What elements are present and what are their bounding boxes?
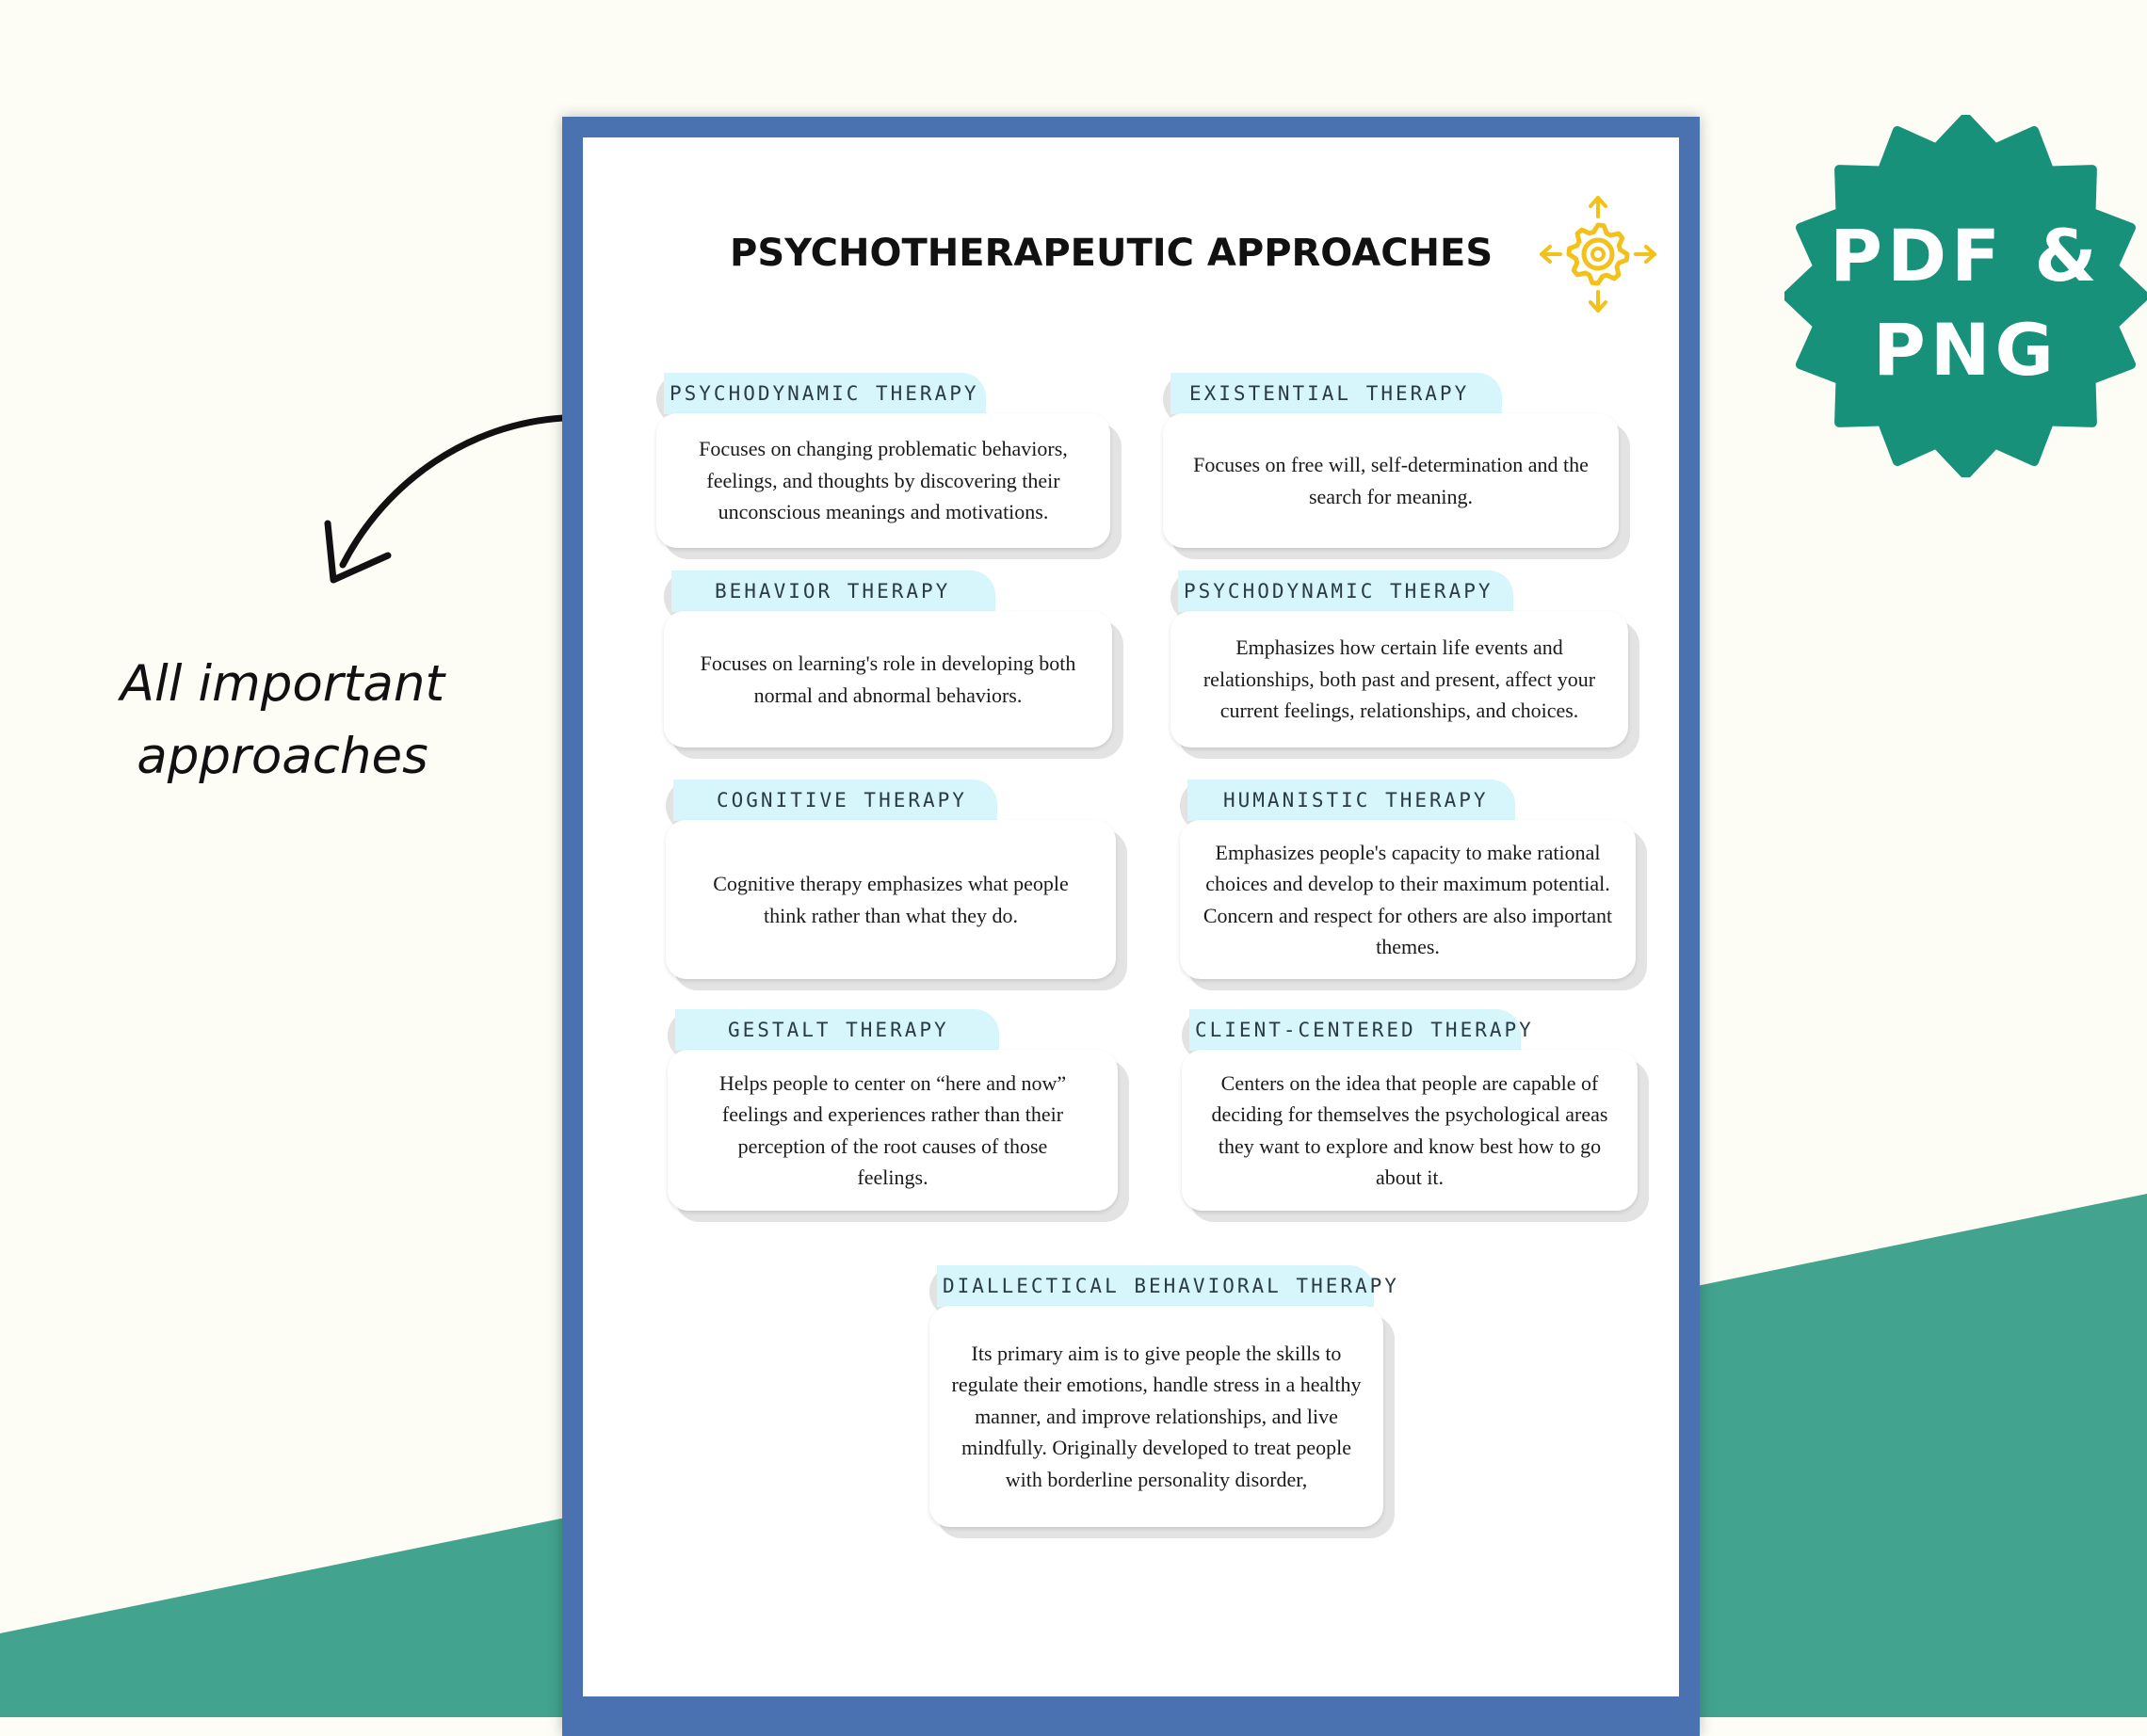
therapy-label: PSYCHODYNAMIC THERAPY xyxy=(1178,571,1513,612)
worksheet-page xyxy=(562,117,1700,1736)
therapy-card-psychodynamic-2 xyxy=(1170,571,1639,759)
gear-outline xyxy=(1569,225,1627,283)
therapy-description: Its primary aim is to give people the skills to regulate their emotions, handle stress in a healthy manner, and improve relationships, and live mindfully. Originally developed to treat people with borderline personality disorder, xyxy=(929,1306,1383,1527)
therapy-description: Focuses on free will, self-determination and the search for meaning. xyxy=(1163,413,1619,548)
gear-with-arrows-icon xyxy=(1536,192,1660,316)
therapy-card-gestalt xyxy=(668,1009,1129,1222)
therapy-card-behavior xyxy=(664,571,1123,759)
therapy-label: PSYCHODYNAMIC THERAPY xyxy=(664,373,986,414)
therapy-description: Emphasizes people's capacity to make rational choices and develop to their maximum potential. Concern and respect for others are also important themes. xyxy=(1180,820,1636,979)
therapy-label: GESTALT THERAPY xyxy=(675,1009,999,1051)
page-title: PSYCHOTHERAPEUTIC APPROACHES xyxy=(730,232,1493,275)
side-caption-line-1: All important xyxy=(120,655,445,713)
therapy-description: Cognitive therapy emphasizes what people think rather than what they do. xyxy=(666,820,1116,979)
therapy-description: Centers on the idea that people are capable of deciding for themselves the psychological areas they want to explore and know best how to go about it. xyxy=(1182,1050,1638,1211)
side-caption xyxy=(56,648,508,793)
gear-hub xyxy=(1592,249,1604,260)
therapy-description: Helps people to center on “here and now” feelings and experiences rather than their perception of the root causes of those feelings. xyxy=(668,1050,1118,1211)
gear-ring xyxy=(1584,240,1612,268)
therapy-label: COGNITIVE THERAPY xyxy=(673,780,997,821)
badge-line-1: PDF & xyxy=(1830,214,2102,297)
therapy-description: Emphasizes how certain life events and relationships, both past and present, affect your current feelings, relationships, and choices. xyxy=(1170,611,1628,747)
therapy-label: EXISTENTIAL THERAPY xyxy=(1170,373,1502,414)
badge-line-2: PNG xyxy=(1873,308,2058,392)
therapy-card-humanistic xyxy=(1180,780,1647,990)
worksheet-content xyxy=(583,137,1679,1696)
therapy-card-psychodynamic-1 xyxy=(656,373,1122,559)
therapy-card-dialectical-behavioral xyxy=(929,1265,1399,1538)
therapy-card-client-centered xyxy=(1182,1009,1649,1222)
therapy-description: Focuses on learning's role in developing both normal and abnormal behaviors. xyxy=(664,611,1112,747)
therapy-card-existential xyxy=(1163,373,1630,559)
curved-arrow-icon xyxy=(311,395,593,603)
therapy-description: Focuses on changing problematic behaviors, feelings, and thoughts by discovering their unconscious meanings and motivations. xyxy=(656,413,1110,548)
side-caption-line-2: approaches xyxy=(137,728,428,785)
therapy-label: HUMANISTIC THERAPY xyxy=(1187,780,1515,821)
therapy-label: BEHAVIOR THERAPY xyxy=(671,571,995,612)
therapy-label: CLIENT-CENTERED THERAPY xyxy=(1189,1009,1521,1051)
therapy-label: DIALLECTICAL BEHAVIORAL THERAPY xyxy=(937,1265,1374,1307)
badge-text xyxy=(1784,209,2147,397)
therapy-card-cognitive xyxy=(666,780,1127,990)
